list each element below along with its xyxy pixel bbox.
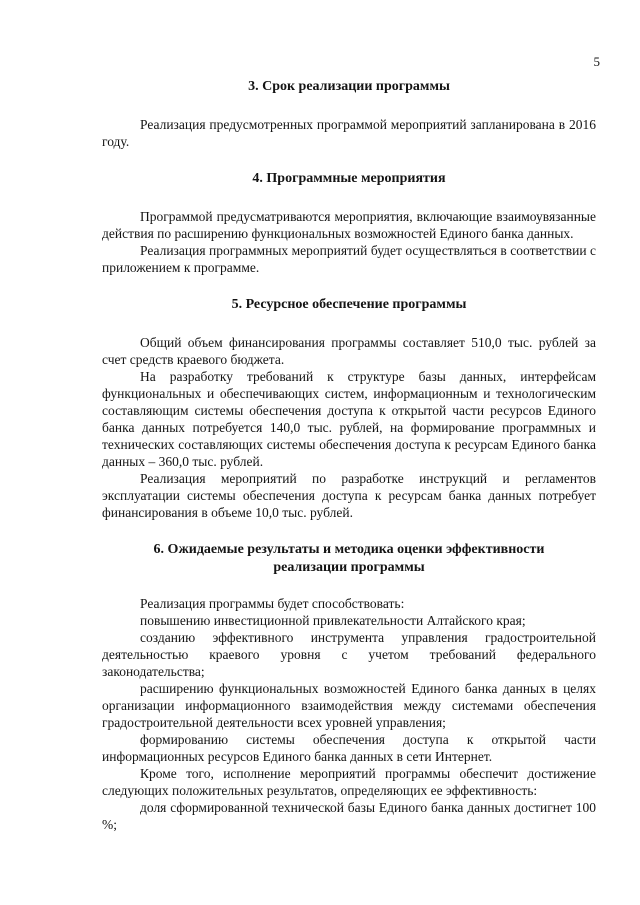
section-3-heading: 3. Срок реализации программы <box>248 79 450 94</box>
section-6-paragraph-5: формированию системы обеспечения доступа к открытой части информационных ресурсов Единого банка данных в сети Интернет. <box>102 732 596 764</box>
section-5-paragraph-3: Реализация мероприятий по разработке инструкций и регламентов эксплуатации системы обеспечения доступа к ресурсам банка данных потребует финансирования в объеме 10,0 тыс. рублей. <box>102 471 596 520</box>
document-body <box>102 78 596 833</box>
page-number: 5 <box>593 54 600 69</box>
section-6-heading-line-2: реализации программы <box>273 560 425 575</box>
section-6-paragraph-6: Кроме того, исполнение мероприятий программы обеспечит достижение следующих положительных результатов, определяющих ее эффективность: <box>102 766 596 798</box>
section-6-paragraph-3: созданию эффективного инструмента управления градостроительной деятельностью краевого уровня с учетом требований федерального законодательства; <box>102 630 596 679</box>
section-4-paragraph-2: Реализация программных мероприятий будет осуществляться в соответствии с приложением к программе. <box>102 243 596 275</box>
section-4-heading: 4. Программные мероприятия <box>252 171 446 186</box>
section-6-paragraph-2: повышению инвестиционной привлекательности Алтайского края; <box>140 613 526 628</box>
section-6-heading-line-1: 6. Ожидаемые результаты и методика оценки эффективности <box>153 542 545 557</box>
section-3-paragraph-1: Реализация предусмотренных программой мероприятий запланирована в 2016 году. <box>102 117 596 149</box>
section-4-paragraph-1: Программой предусматриваются мероприятия, включающие взаимоувязанные действия по расширению функциональных возможностей Единого банка данных. <box>102 209 596 241</box>
section-6-paragraph-1: Реализация программы будет способствовать: <box>140 596 405 611</box>
section-5-paragraph-1: Общий объем финансирования программы составляет 510,0 тыс. рублей за счет средств краевого бюджета. <box>102 335 596 367</box>
section-6-paragraph-4: расширению функциональных возможностей Единого банка данных в целях организации информационного взаимодействия между системами обеспечения градостроительной деятельности всех уровней управления; <box>102 681 596 730</box>
section-5-heading: 5. Ресурсное обеспечение программы <box>231 297 467 312</box>
section-6-paragraph-7: доля сформированной технической базы Единого банка данных достигнет 100 %; <box>102 800 596 832</box>
section-5-paragraph-2: На разработку требований к структуре базы данных, интерфейсам функциональных и обеспечивающих систем, информационным и технологическим составляющим системы обеспечения доступа к открытой части ресурсов Единого банка данных потребуется 140,0 тыс. рублей, на формирование программных и технических составляющих системы обеспечения доступа к ресурсам Единого банка данных – 360,0 тыс. рублей. <box>102 369 596 469</box>
